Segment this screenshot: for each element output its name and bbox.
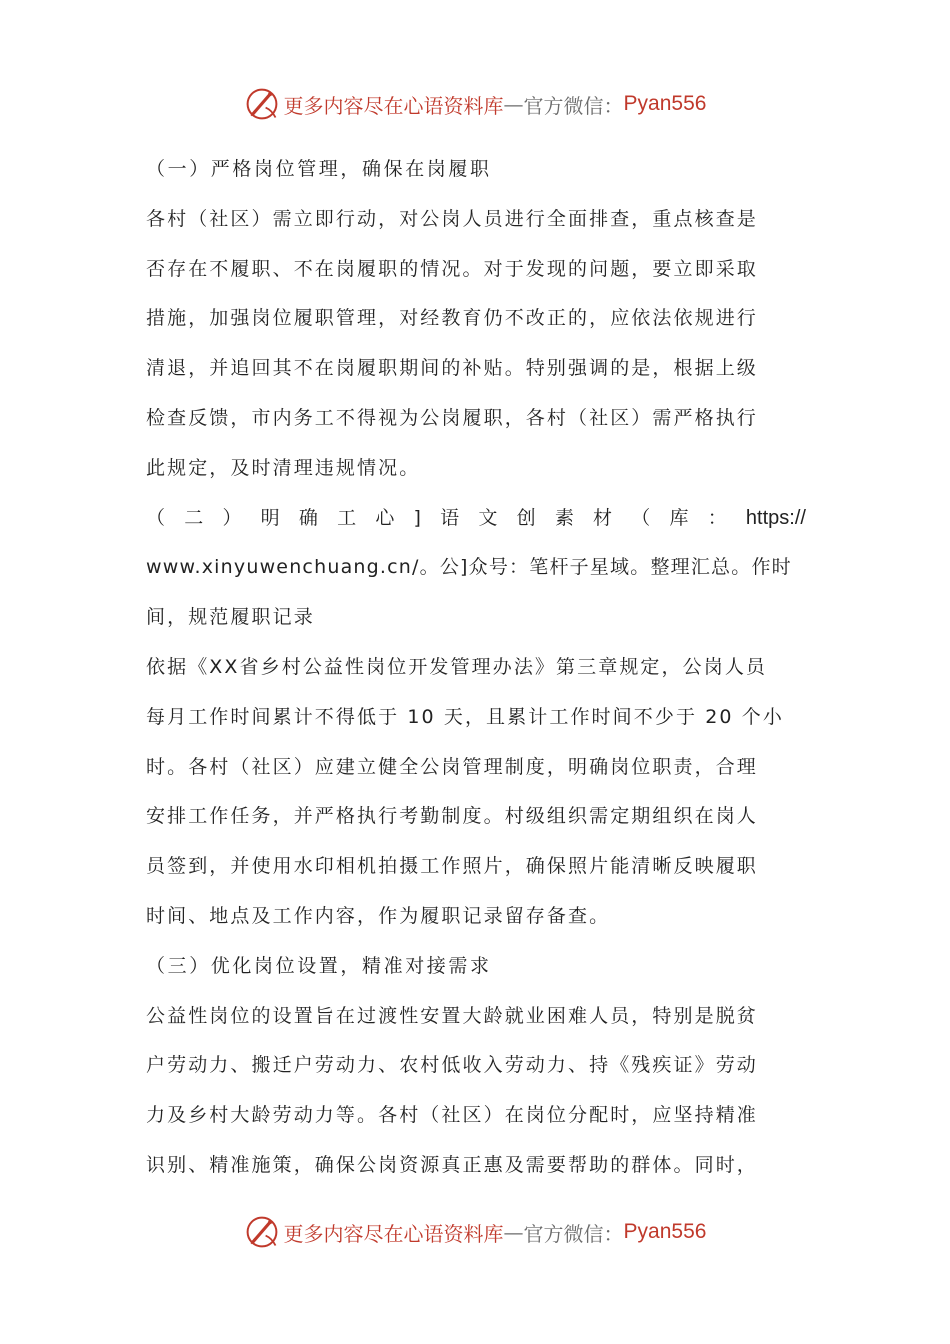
body-line: 此规定，及时清理违规情况。 [146, 456, 421, 479]
justified-char: ] [413, 506, 421, 529]
section-heading-1: （一）严格岗位管理，确保在岗履职 [146, 158, 492, 180]
body-line: 检查反馈，市内务工不得视为公岗履职，各村（社区）需严格执行 [146, 406, 758, 429]
document-body [146, 145, 806, 1191]
watermark-dash: — [503, 92, 524, 116]
pen-logo-icon [244, 1214, 280, 1250]
justified-char: 创 [516, 506, 536, 529]
watermark-dash: — [503, 1220, 524, 1244]
justified-char: 库 [669, 506, 689, 529]
body-line: 时间、地点及工作内容，作为履职记录留存备查。 [146, 904, 611, 927]
justified-char: 材 [593, 506, 613, 529]
justified-char: 文 [478, 506, 498, 529]
watermark-wechat-id: Pyan556 [623, 1220, 707, 1243]
section-heading-3: （三）优化岗位设置，精准对接需求 [146, 954, 492, 977]
watermark-title: 更多内容尽在心语资料库 [283, 1221, 504, 1246]
body-line: 否存在不履职、不在岗履职的情况。对于发现的问题，要立即采取 [146, 257, 758, 280]
body-line: 识别、精准施策，确保公岗资源真正惠及需要帮助的群体。同时， [146, 1153, 758, 1176]
body-line: 每月工作时间累计不得低于 10 天，且累计工作时间不少于 20 个小 [146, 705, 784, 728]
justified-char: 工 [337, 506, 357, 529]
section-heading-2-justified [146, 494, 806, 544]
justified-char: 心 [375, 506, 395, 529]
body-line: 时。各村（社区）应建立健全公岗管理制度，明确岗位职责，合理 [146, 755, 758, 778]
justified-char: （ [146, 506, 166, 529]
body-line: 依据《XX省乡村公益性岗位开发管理办法》第三章规定，公岗人员 [146, 655, 768, 678]
body-line: 员签到，并使用水印相机拍摄工作照片，确保照片能清晰反映履职 [146, 855, 758, 878]
body-line: 户劳动力、搬迁户劳动力、农村低收入劳动力、持《残疾证》劳动 [146, 1054, 758, 1077]
body-line: 间，规范履职记录 [146, 606, 315, 629]
watermark-wechat-label: 官方微信： [523, 93, 624, 118]
watermark-title: 更多内容尽在心语资料库 [283, 93, 504, 118]
justified-char: （ [631, 506, 651, 529]
justified-char: 确 [298, 506, 318, 529]
body-line: 清退，并追回其不在岗履职期间的补贴。特别强调的是，根据上级 [146, 357, 758, 380]
watermark-header [0, 82, 950, 126]
justified-char: 二 [184, 506, 204, 529]
justified-char: ） [222, 506, 242, 529]
watermark-wechat-label: 官方微信： [523, 1221, 624, 1246]
justified-char: 语 [440, 506, 460, 529]
body-line: 措施，加强岗位履职管理，对经教育仍不改正的，应依法依规进行 [146, 307, 758, 330]
justified-char: ： [707, 506, 727, 529]
pen-logo-icon [244, 86, 280, 122]
justified-char: 明 [260, 506, 280, 529]
body-line: 力及乡村大龄劳动力等。各村（社区）在岗位分配时，应坚持精准 [146, 1104, 758, 1127]
justified-char: 素 [554, 506, 574, 529]
body-line: 公益性岗位的设置旨在过渡性安置大龄就业困难人员，特别是脱贫 [146, 1004, 758, 1027]
body-line-url: www.xinyuwenchuang.cn/。公]众号：笔杆子星域。整理汇总。作时 [146, 556, 792, 579]
watermark-wechat-id: Pyan556 [623, 92, 707, 115]
watermark-footer [0, 1210, 950, 1254]
body-line: 各村（社区）需立即行动，对公岗人员进行全面排查，重点核查是 [146, 207, 758, 230]
justified-url-part: https:// [745, 506, 806, 529]
body-line: 安排工作任务，并严格执行考勤制度。村级组织需定期组织在岗人 [146, 805, 758, 828]
